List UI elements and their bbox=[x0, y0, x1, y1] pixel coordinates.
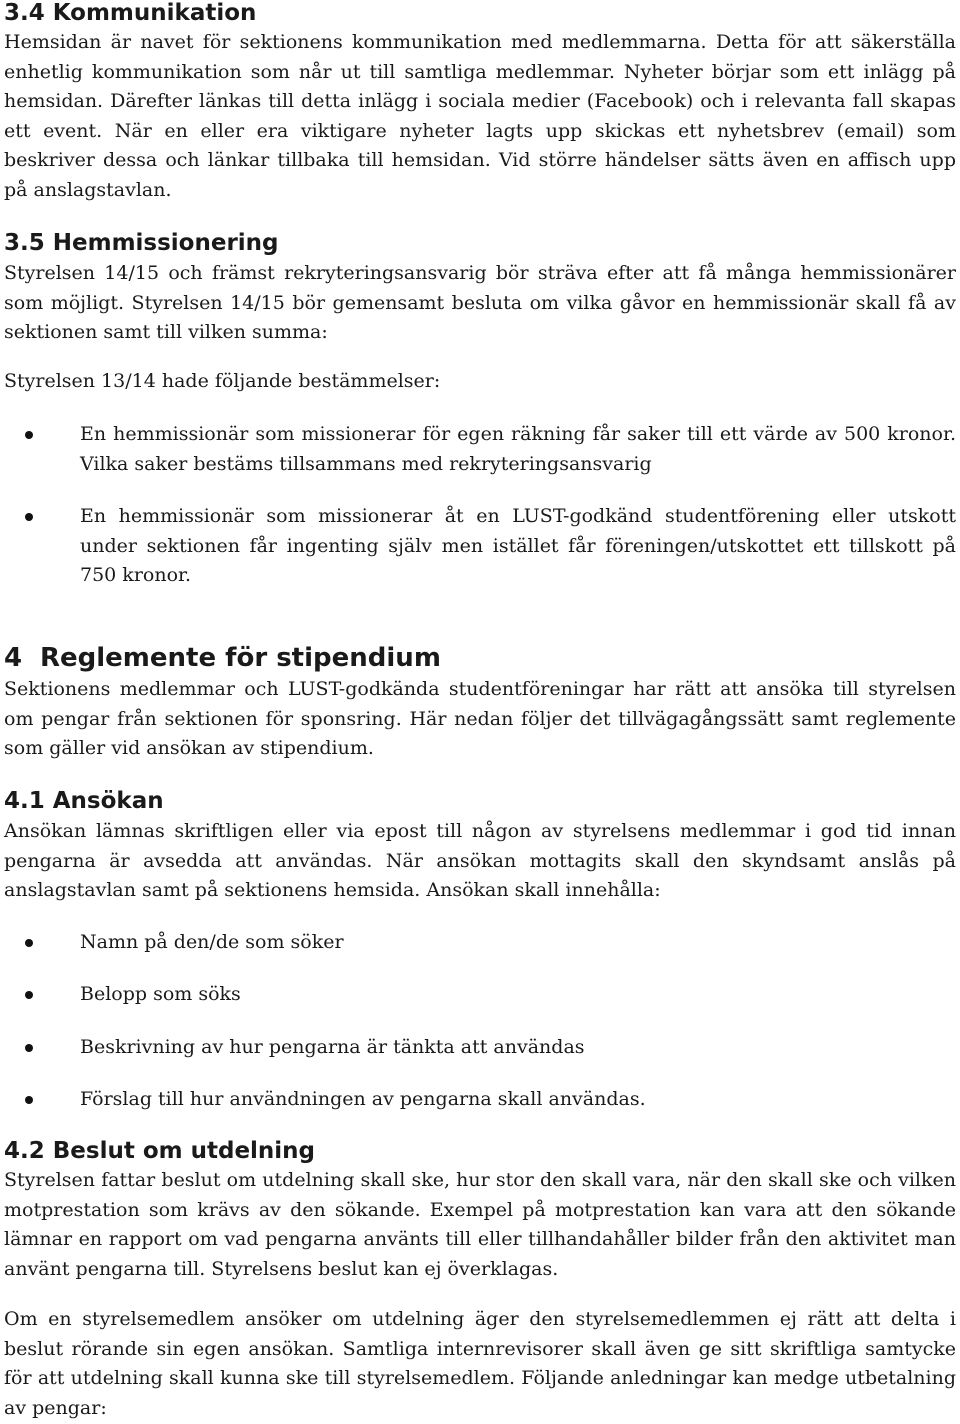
list-item: En hemmissionär som missionerar för egen räkning får saker till ett värde av 500 kronor. Vilka saker bestäms tillsammans med rekryteringsansvarig bbox=[4, 420, 956, 479]
paragraph-hemmissionering: Styrelsen 14/15 och främst rekryteringsansvarig bör sträva efter att få många hemmissionärer som möjligt. Styrelsen 14/15 bör gemensamt besluta om vilka gåvor en hemmissionär skall få av sektionen samt till vilken summa: bbox=[4, 262, 956, 344]
bullet-icon bbox=[25, 1044, 33, 1052]
list-ansokan-2 bbox=[4, 980, 956, 1010]
heading-4-2: 4.2 Beslut om utdelning bbox=[4, 1138, 316, 1164]
paragraph-beslut: Styrelsen fattar beslut om utdelning skall ske, hur stor den skall vara, när den skall ske och vilken motprestation som krävs av den sökande. Exempel på motprestation kan vara att den sökande lämnar en rapport om vad pengarna använts till eller tillhandahåller bilder från den aktivitet man använt pengarna till. Styrelsens beslut kan ej överklagas. bbox=[4, 1169, 956, 1280]
list-item: Förslag till hur användningen av pengarna skall användas. bbox=[4, 1085, 956, 1115]
list-ansokan-4 bbox=[4, 1085, 956, 1115]
list-item: Namn på den/de som söker bbox=[4, 928, 956, 958]
heading-3-4: 3.4 Kommunikation bbox=[4, 0, 257, 26]
heading-4 bbox=[4, 642, 956, 674]
bullet-icon bbox=[25, 939, 33, 947]
paragraph-bestammelser-intro: Styrelsen 13/14 hade följande bestämmelser: bbox=[4, 370, 441, 392]
paragraph-ansokan: Ansökan lämnas skriftligen eller via epost till någon av styrelsens medlemmar i god tid innan pengarna är avsedda att användas. När ansökan mottagits skall den skyndsamt anslås på anslagstavlan samt på sektionens hemsida. Ansökan skall innehålla: bbox=[4, 820, 956, 902]
list-bestammelser bbox=[4, 420, 956, 479]
section-number: 4 bbox=[4, 643, 23, 673]
list-bestammelser-2 bbox=[4, 502, 956, 591]
list-item: Belopp som söks bbox=[4, 980, 956, 1010]
heading-3-5: 3.5 Hemmissionering bbox=[4, 230, 279, 256]
list-ansokan-1 bbox=[4, 928, 956, 958]
bullet-icon bbox=[25, 513, 33, 521]
bullet-icon bbox=[25, 431, 33, 439]
bullet-icon bbox=[25, 991, 33, 999]
heading-4-1: 4.1 Ansökan bbox=[4, 788, 164, 814]
bullet-icon bbox=[25, 1096, 33, 1104]
list-item: Beskrivning av hur pengarna är tänkta att användas bbox=[4, 1033, 956, 1063]
paragraph-styrelsemedlem: Om en styrelsemedlem ansöker om utdelning äger den styrelsemedlemmen ej rätt att delta i beslut rörande sin egen ansökan. Samtliga internrevisorer skall även ge sitt skriftliga samtycke för att utdelning skall kunna ske till styrelsemedlem. Följande anledningar kan medge utbetalning av pengar: bbox=[4, 1308, 956, 1419]
section-title: Reglemente för stipendium bbox=[40, 643, 441, 673]
list-item: En hemmissionär som missionerar åt en LUST-godkänd studentförening eller utskott under sektionen får ingenting själv men istället får föreningen/utskottet ett tillskott på 750 kronor. bbox=[4, 502, 956, 591]
paragraph-kommunikation: Hemsidan är navet för sektionens kommunikation med medlemmarna. Detta för att säkerställa enhetlig kommunikation som når ut till samtliga medlemmar. Nyheter börjar som ett inlägg på hemsidan. Därefter länkas till detta inlägg i sociala medier (Facebook) och i relevanta fall skapas ett event. När en eller era viktigare nyheter lagts upp skickas ett nyhetsbrev (email) som beskriver dessa och länkar tillbaka till hemsidan. Vid större händelser sätts även en affisch upp på anslagstavlan. bbox=[4, 31, 956, 201]
paragraph-stipendium: Sektionens medlemmar och LUST-godkända studentföreningar har rätt att ansöka till styrelsen om pengar från sektionen för sponsring. Här nedan följer det tillvägagångssätt samt reglemente som gäller vid ansökan av stipendium. bbox=[4, 678, 956, 760]
list-ansokan-3 bbox=[4, 1033, 956, 1063]
